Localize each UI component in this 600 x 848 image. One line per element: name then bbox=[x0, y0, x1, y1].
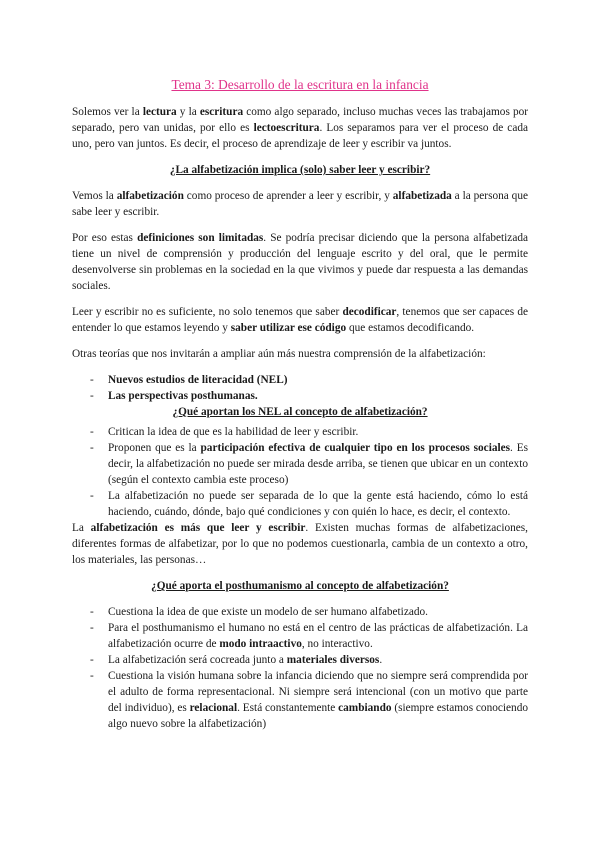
nel-list bbox=[72, 424, 528, 520]
section-heading-posthumanismo: ¿Qué aporta el posthumanismo al concepto de alfabetización? bbox=[151, 580, 449, 592]
paragraph-mas-que-leer: La alfabetización es más que leer y escribir. Existen muchas formas de alfabetizaciones, diferentes formas de alfabetizar, por lo que no podemos cuestionarla, cambia de un contexto a otro, los materiales, las personas… bbox=[72, 522, 528, 566]
intro-paragraph: Solemos ver la lectura y la escritura como algo separado, incluso muchas veces las trabajamos por separado, pero van unidas, por ello es lectoescritura. Los separamos para ver el proceso de cada uno, pero van juntos. Es decir, el proceso de aprendizaje de leer y escribir va juntos. bbox=[72, 106, 528, 150]
list-item: - Proponen que es la participación efectiva de cualquier tipo en los procesos sociales. Es decir, la alfabetización no puede ser mirada desde arriba, se tienen que ubicar en un contexto (según el contexto cambia este proceso) bbox=[72, 440, 528, 488]
list-item: - Cuestiona la idea de que existe un modelo de ser humano alfabetizado. bbox=[72, 604, 528, 620]
paragraph-definicion: Vemos la alfabetización como proceso de aprender a leer y escribir, y alfabetizada a la persona que sabe leer y escribir. bbox=[72, 190, 528, 218]
paragraph-teorias: Otras teorías que nos invitarán a ampliar aún más nuestra comprensión de la alfabetización: bbox=[72, 348, 486, 360]
list-item: - Cuestiona la visión humana sobre la infancia diciendo que no siempre será comprendida por el adulto de forma representacional. Ni siempre será intencional (con un motivo que parte del individuo), es relacional. Está constantemente cambiando (siempre estamos conociendo algo nuevo sobre la alfabetización) bbox=[72, 668, 528, 732]
section-heading-alfabetizacion: ¿La alfabetización implica (solo) saber leer y escribir? bbox=[169, 164, 431, 176]
list-item: - Las perspectivas posthumanas. bbox=[72, 388, 528, 404]
document-title: Tema 3: Desarrollo de la escritura en la infancia bbox=[171, 77, 429, 92]
list-item: - Nuevos estudios de literacidad (NEL) bbox=[72, 372, 528, 388]
list-item: - Para el posthumanismo el humano no está en el centro de las prácticas de alfabetización. La alfabetización ocurre de modo intraactivo, no interactivo. bbox=[72, 620, 528, 652]
section-heading-nel: ¿Qué aportan los NEL al concepto de alfabetización? bbox=[172, 406, 428, 418]
list-item: - La alfabetización no puede ser separada de lo que la gente está haciendo, cómo lo está haciendo, cuándo, dónde, bajo qué condiciones y con quién lo hace, es decir, el contexto. bbox=[72, 488, 528, 520]
list-item: - La alfabetización será cocreada junto a materiales diversos. bbox=[72, 652, 528, 668]
document-page bbox=[72, 76, 528, 732]
paragraph-limitadas: Por eso estas definiciones son limitadas. Se podría precisar diciendo que la persona alfabetizada tiene un nivel de comprensión y producción del lenguaje escrito y del oral, que le permite desenvolverse sin problemas en la sociedad en la que vivimos y puede dar respuesta a las demandas sociales. bbox=[72, 232, 528, 292]
posthumanism-list bbox=[72, 604, 528, 732]
paragraph-decodificar: Leer y escribir no es suficiente, no solo tenemos que saber decodificar, tenemos que ser capaces de entender lo que estamos leyendo y saber utilizar ese código que estamos decodificando. bbox=[72, 306, 528, 334]
theories-list bbox=[72, 372, 528, 404]
list-item: - Critican la idea de que es la habilidad de leer y escribir. bbox=[72, 424, 528, 440]
